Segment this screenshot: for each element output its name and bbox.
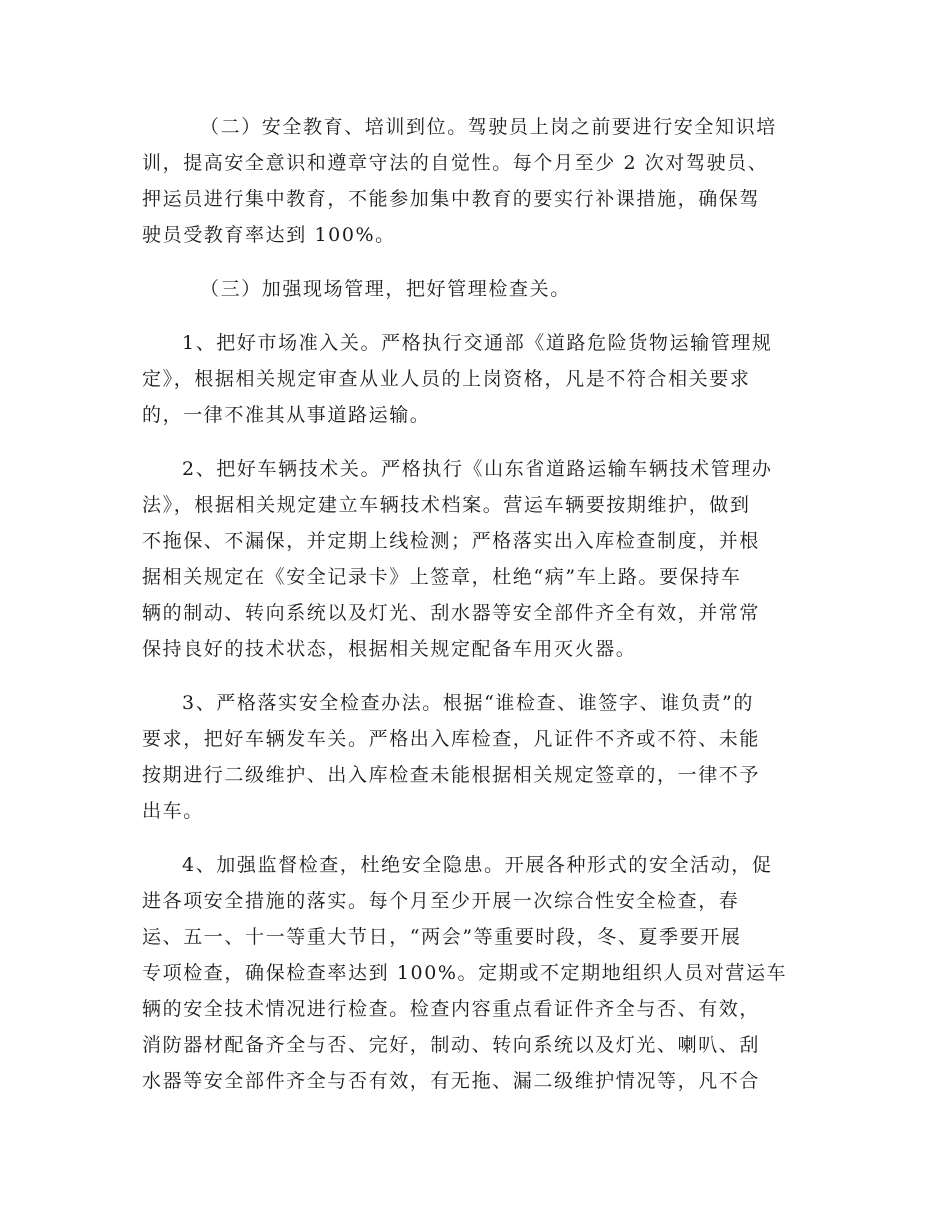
- paragraph-gap: [142, 829, 807, 847]
- text-line: 水器等安全部件齐全与否有效，有无拖、漏二级维护情况等，凡不合: [142, 1070, 761, 1092]
- text-line: 定》，根据相关规定审查从业人员的上岗资格，凡是不符合相关要求: [142, 368, 751, 390]
- text-line: 运、五一、十一等重大节日，“两会”等重要时段，冬、夏季要开展: [142, 926, 742, 948]
- paragraph-gap: [142, 253, 807, 271]
- text-line: 4、加强监督检查，杜绝安全隐患。开展各种形式的安全活动，促: [182, 854, 773, 876]
- text-line: 保持良好的技术状态，根据相关规定配备车用灭火器。: [142, 638, 637, 660]
- text-line: 驶员受教育率达到 100%。: [142, 224, 396, 246]
- text-line: 押运员进行集中教育，不能参加集中教育的要实行补课措施，确保驾: [142, 188, 761, 210]
- text-line: 训，提高安全意识和遵章守法的自觉性。每个月至少 2 次对驾驶员、: [142, 152, 769, 174]
- text-line: 2、把好车辆技术关。严格执行《山东省道路运输车辆技术管理办: [182, 458, 773, 480]
- text-line: 不拖保、不漏保，并定期上线检测；严格落实出入库检查制度，并根: [142, 530, 761, 552]
- document-body: [142, 109, 807, 1099]
- text-line: 法》，根据相关规定建立车辆技术档案。营运车辆要按期维护，做到: [142, 494, 751, 516]
- text-line: 按期进行二级维护、出入库检查未能根据相关规定签章的，一律不予: [142, 764, 761, 786]
- paragraph-education: [142, 109, 807, 253]
- text-line: 3、严格落实安全检查办法。根据“谁检查、谁签字、谁负责”的: [182, 692, 754, 714]
- text-line: （二）安全教育、培训到位。驾驶员上岗之前要进行安全知识培: [200, 116, 777, 138]
- text-line: 据相关规定在《安全记录卡》上签章，杜绝“病”车上路。要保持车: [142, 566, 742, 588]
- text-line: （三）加强现场管理，把好管理检查关。: [200, 278, 571, 300]
- text-line: 辆的制动、转向系统以及灯光、刮水器等安全部件齐全有效，并常常: [142, 602, 761, 624]
- text-line: 专项检查，确保检查率达到 100%。定期或不定期地组织人员对营运车: [142, 962, 788, 984]
- text-line: 进各项安全措施的落实。每个月至少开展一次综合性安全检查，春: [142, 890, 740, 912]
- paragraph-item-3: [142, 685, 807, 829]
- paragraph-item-4: [142, 847, 807, 1099]
- paragraph-gap: [142, 667, 807, 685]
- text-line: 消防器材配备齐全与否、完好，制动、转向系统以及灯光、喇叭、刮: [142, 1034, 761, 1056]
- text-line: 的，一律不准其从事道路运输。: [142, 404, 431, 426]
- paragraph-onsite-heading: [142, 271, 807, 307]
- text-line: 1、把好市场准入关。严格执行交通部《道路危险货物运输管理规: [182, 332, 773, 354]
- text-line: 出车。: [142, 800, 204, 822]
- paragraph-gap: [142, 307, 807, 325]
- paragraph-item-1: [142, 325, 807, 433]
- paragraph-item-2: [142, 451, 807, 667]
- paragraph-gap: [142, 433, 807, 451]
- text-line: 要求，把好车辆发车关。严格出入库检查，凡证件不齐或不符、未能: [142, 728, 761, 750]
- text-line: 辆的安全技术情况进行检查。检查内容重点看证件齐全与否、有效，: [142, 998, 761, 1020]
